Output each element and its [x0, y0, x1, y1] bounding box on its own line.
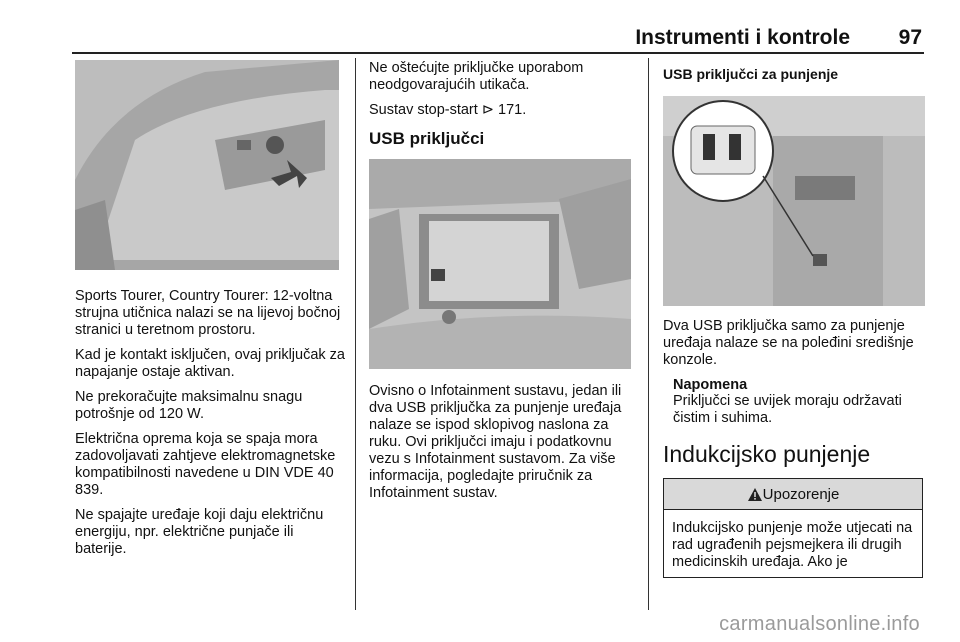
paragraph: Dva USB priključka samo za punjenje uređaja nalaze se na poleđini središnje konzole.	[663, 318, 914, 368]
paragraph: Sports Tourer, Country Tourer: 12-voltna strujna utičnica nalazi se na lijevoj bočnoj stranici u teretnom prostoru.	[75, 288, 341, 338]
paragraph: Ovisno o Infotainment sustavu, jedan ili dva USB priključka za punjenje uređaja nalaze se ispod sklopivog naslona za ruku. Ovi priključci imaju i podatkovnu vezu s Infotainment sustavom. Za više informacija, pogledajte priručnik za Infotainment sustav.	[369, 383, 622, 501]
paragraph: Ne prekoračujte maksimalnu snagu potrošnje od 120 W.	[75, 389, 303, 422]
watermark: carmanualsonline.info	[719, 613, 920, 635]
note-title: Napomena	[673, 377, 748, 393]
page-number: 97	[898, 26, 922, 49]
column-divider-1	[355, 58, 356, 610]
usb-under-armrest-illustration	[369, 159, 631, 369]
paragraph: Kad je kontakt isključen, ovaj priključak za napajanje ostaje aktivan.	[75, 347, 345, 380]
note-text: Priključci se uvijek moraju održavati čistim i suhima.	[673, 393, 902, 426]
spacer	[663, 306, 927, 318]
column-2	[369, 60, 633, 510]
paragraph: Električna oprema koja se spaja mora zadovoljavati zahtjeve elektromagnetske kompatibilnosti navedene u DIN VDE 40 839.	[75, 431, 336, 498]
header-divider	[72, 52, 924, 54]
figure-caption: USB priključci za punjenje	[663, 66, 839, 82]
warning-box	[663, 478, 923, 578]
warning-header	[664, 479, 922, 510]
column-divider-2	[648, 58, 649, 610]
warning-title: Upozorenje	[762, 485, 840, 503]
spacer	[75, 270, 345, 288]
column-3	[663, 60, 927, 578]
paragraph: Ne spajajte uređaje koji daju električnu energiju, npr. električne punjače ili baterije.	[75, 507, 324, 557]
warning-text: Indukcijsko punjenje može utjecati na rad ugrađenih pejsmejkera ili drugih medicinskih uređaja. Ako je	[672, 520, 913, 570]
section-heading: Indukcijsko punjenje	[663, 441, 871, 467]
column-1	[75, 60, 345, 566]
spacer	[369, 369, 633, 383]
page-header-title: Instrumenti i kontrole	[635, 26, 850, 49]
paragraph-crossref: Sustav stop-start ⊳ 171.	[369, 102, 527, 118]
trunk-power-outlet-illustration	[75, 60, 339, 270]
paragraph: Ne oštećujte priključke uporabom neodgovarajućih utikača.	[369, 60, 584, 93]
warning-triangle-icon	[747, 487, 763, 502]
subheading-usb: USB priključci	[369, 129, 485, 148]
rear-usb-charging-illustration	[663, 96, 925, 306]
